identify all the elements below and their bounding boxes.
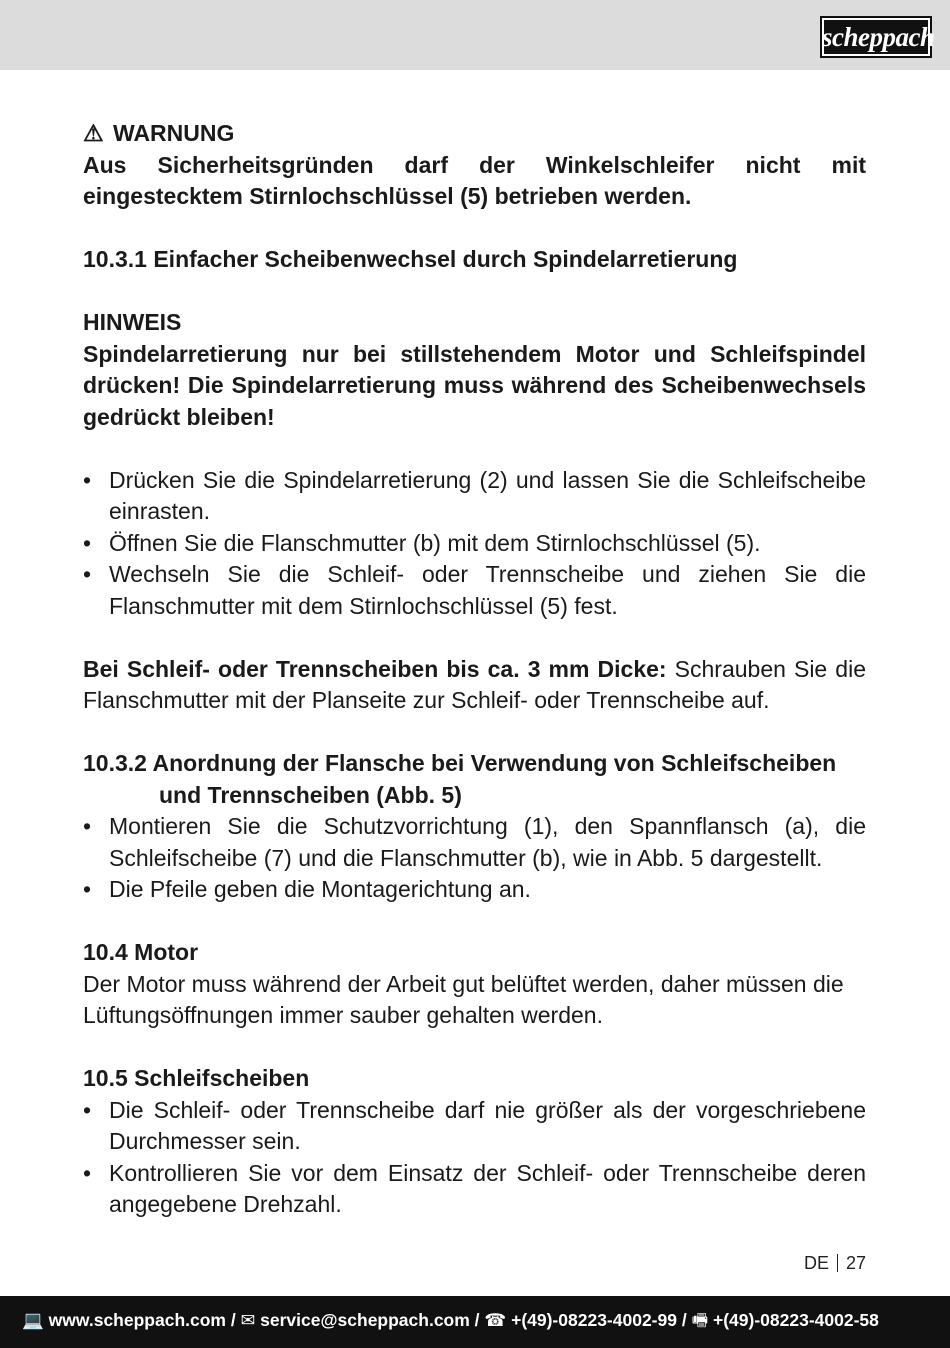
steps-list-3 bbox=[83, 1095, 866, 1221]
list-item: • Öffnen Sie die Flanschmutter (b) mit dem Stirnlochschlüssel (5). bbox=[83, 528, 866, 560]
steps-list-2 bbox=[83, 811, 866, 906]
phone-number: +(49)-08223-4002-99 bbox=[511, 1310, 677, 1330]
list-item: • Drücken Sie die Spindelarretierung (2) und lassen Sie die Schleifscheibe einrasten. bbox=[83, 465, 866, 528]
motor-text: Der Motor muss während der Arbeit gut belüftet werden, daher müssen die Lüftungsöffnungen immer sauber gehalten werden. bbox=[83, 970, 844, 1028]
email-link[interactable]: service@scheppach.com bbox=[260, 1310, 470, 1330]
list-item: • Die Schleif- oder Trennscheibe darf nie größer als der vorgeschriebene Durchmesser sein. bbox=[83, 1095, 866, 1158]
computer-icon: 💻 bbox=[22, 1310, 44, 1330]
page-number: DE 27 bbox=[803, 1253, 866, 1273]
hinweis-text: Spindelarretierung nur bei stillstehendem Motor und Schleifspindel drücken! Die Spindelarretierung muss während des Scheibenwechsels gedrückt bleiben! bbox=[83, 340, 866, 430]
list-item: • Wechseln Sie die Schleif- oder Trennscheibe und ziehen Sie die Flanschmutter mit dem Stirnlochschlüssel (5) fest. bbox=[83, 559, 866, 622]
fax-number: +(49)-08223-4002-58 bbox=[712, 1310, 879, 1330]
phone-icon: ☎ bbox=[484, 1310, 507, 1330]
hinweis-title: HINWEIS bbox=[83, 309, 182, 335]
heading-10-3-2: 10.3.2 Anordnung der Flansche bei Verwendung von Schleifscheiben und Trennscheiben (Abb. 5) bbox=[83, 750, 837, 808]
warning-title: ⚠ WARNUNG bbox=[83, 118, 866, 150]
list-item: • Montieren Sie die Schutzvorrichtung (1), den Spannflansch (a), die Schleifscheibe (7) und die Flanschmutter (b), wie in Abb. 5 dargestellt. bbox=[83, 811, 866, 874]
header-bar bbox=[0, 0, 950, 70]
heading-10-4: 10.4 Motor bbox=[83, 939, 199, 965]
page-content bbox=[83, 118, 866, 1221]
footer-bar: 💻 www.scheppach.com / ✉ service@scheppach.com / ☎ +(49)-08223-4002-99 / 🖷 +(49)-08223-4002-58 bbox=[0, 1296, 950, 1348]
website-link[interactable]: www.scheppach.com bbox=[48, 1310, 226, 1330]
scheppach-logo: scheppach bbox=[820, 16, 932, 58]
heading-10-5: 10.5 Schleifscheiben bbox=[83, 1065, 310, 1091]
fax-icon: 🖷 bbox=[691, 1310, 709, 1330]
list-item: • Kontrollieren Sie vor dem Einsatz der Schleif- oder Trennscheibe deren angegebene Drehzahl. bbox=[83, 1158, 866, 1221]
list-item: • Die Pfeile geben die Montagerichtung an. bbox=[83, 874, 866, 906]
heading-10-3-1: 10.3.1 Einfacher Scheibenwechsel durch Spindelarretierung bbox=[83, 246, 738, 272]
warning-triangle-icon: ⚠ bbox=[83, 120, 104, 146]
steps-list-1 bbox=[83, 465, 866, 623]
warning-text: Aus Sicherheitsgründen darf der Winkelschleifer nicht mit eingestecktem Stirnlochschlüssel (5) betrieben werden. bbox=[83, 151, 866, 209]
mail-icon: ✉ bbox=[240, 1310, 256, 1330]
thin-discs-paragraph: Bei Schleif- oder Trennscheiben bis ca. 3 mm Dicke: Schrauben Sie die Flanschmutter mit der Planseite zur Schleif- oder Trennscheibe auf. bbox=[83, 655, 866, 713]
